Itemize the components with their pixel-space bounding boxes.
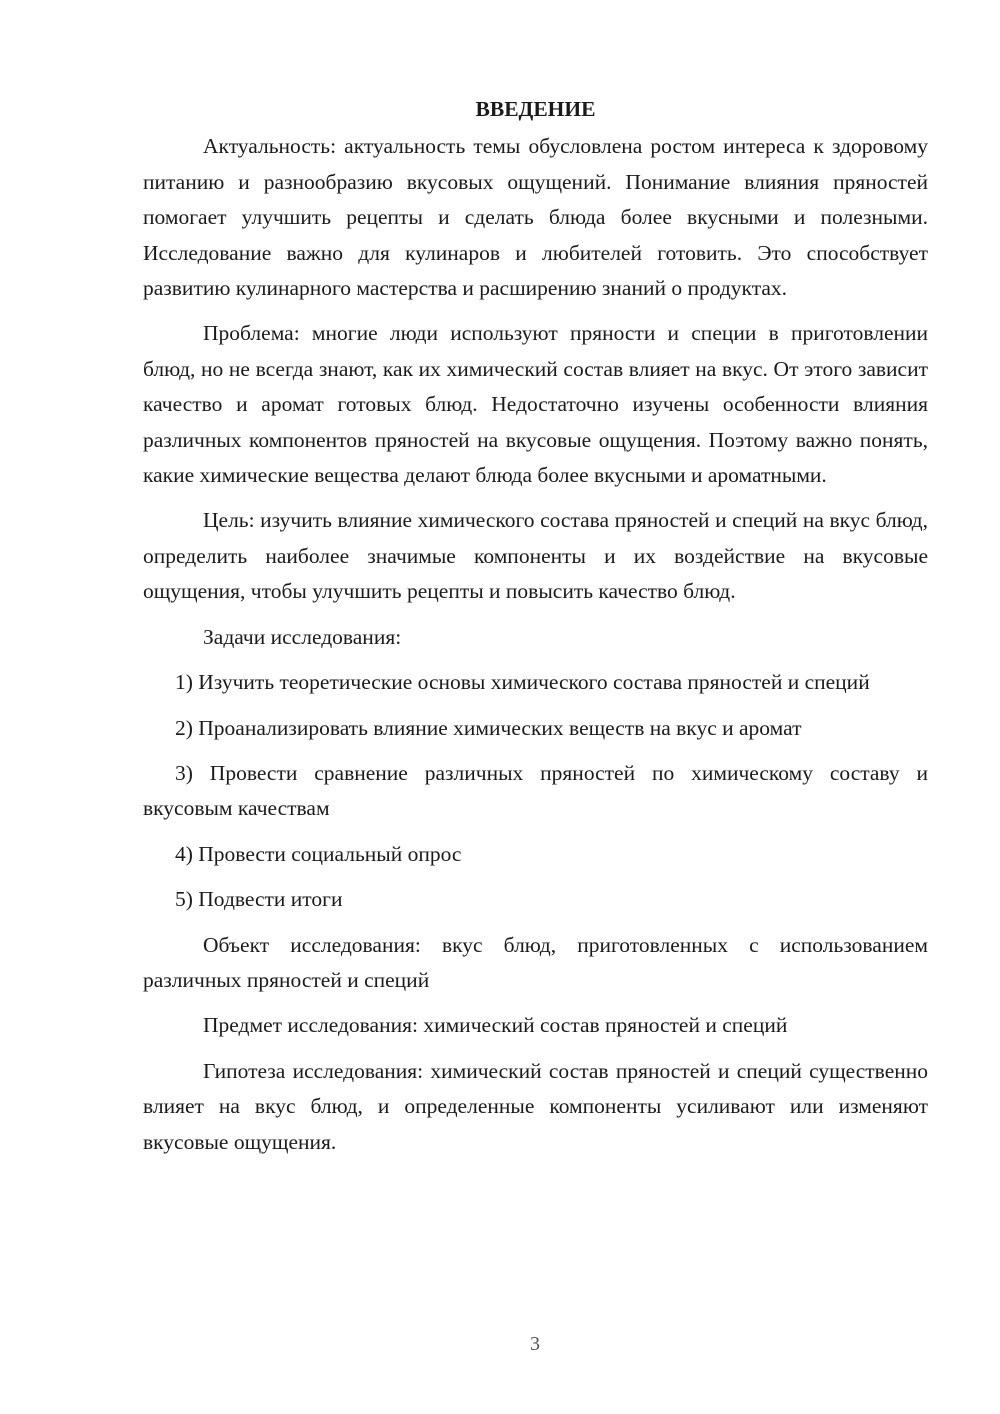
object-paragraph: Объект исследования: вкус блюд, приготовленных с использованием различных пряностей и специй	[143, 932, 928, 992]
task-item-1: 1) Изучить теоретические основы химического состава пряностей и специй	[175, 670, 870, 695]
subject-paragraph: Предмет исследования: химический состав пряностей и специй	[203, 1013, 788, 1038]
task-item-5: 5) Подвести итоги	[175, 887, 343, 912]
goal-paragraph: Цель: изучить влияние химического состава пряностей и специй на вкус блюд, определить наиболее значимые компоненты и их воздействие на вкусовые ощущения, чтобы улучшить рецепты и повысить качество блюд.	[143, 508, 928, 604]
task-item-2: 2) Проанализировать влияние химических веществ на вкус и аромат	[175, 715, 802, 740]
task-item-4: 4) Провести социальный опрос	[175, 841, 462, 866]
section-title: ВВЕДЕНИЕ	[475, 97, 596, 121]
relevance-paragraph: Актуальность: актуальность темы обусловлена ростом интереса к здоровому питанию и разнообразию вкусовых ощущений. Понимание влияния пряностей помогает улучшить рецепты и сделать блюда более вкусными и полезными. Исследование важно для кулинаров и любителей готовить. Это способствует развитию кулинарного мастерства и расширению знаний о продуктах.	[143, 134, 928, 301]
tasks-heading: Задачи исследования:	[203, 624, 402, 649]
document-page	[143, 92, 928, 1170]
task-item-3: 3) Провести сравнение различных пряностей по химическому составу и вкусовым качествам	[143, 760, 928, 821]
page-number: 3	[530, 1333, 540, 1355]
hypothesis-paragraph: Гипотеза исследования: химический состав пряностей и специй существенно влияет на вкус блюд, и определенные компоненты усиливают или изменяют вкусовые ощущения.	[143, 1058, 928, 1154]
problem-paragraph: Проблема: многие люди используют пряности и специи в приготовлении блюд, но не всегда знают, как их химический состав влияет на вкус. От этого зависит качество и аромат готовых блюд. Недостаточно изучены особенности влияния различных компонентов пряностей на вкусовые ощущения. Поэтому важно понять, какие химические вещества делают блюда более вкусными и ароматными.	[143, 321, 928, 488]
